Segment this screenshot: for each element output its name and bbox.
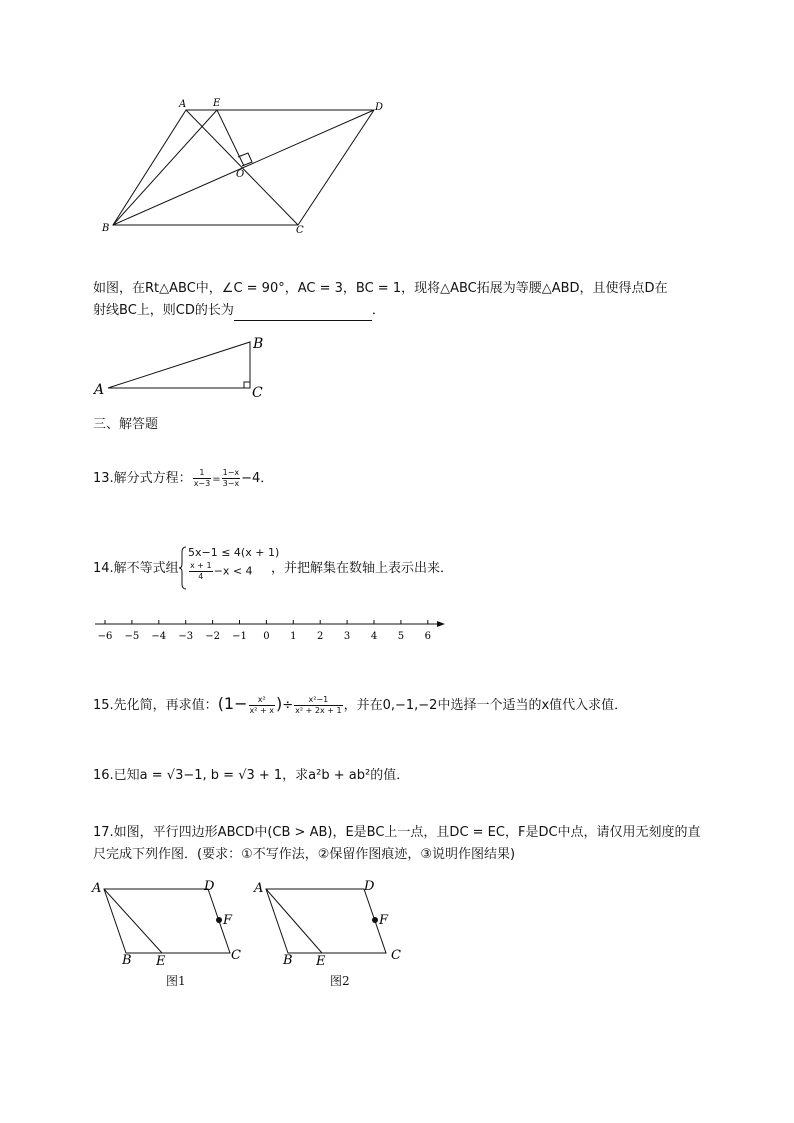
label-d: D	[204, 879, 215, 894]
segment-eo	[217, 110, 244, 166]
section-heading: 三、解答题	[93, 417, 159, 432]
fraction-1-denominator: x−3	[193, 479, 211, 488]
figure-1	[90, 876, 250, 971]
question-12-line2	[93, 301, 385, 321]
question-13	[93, 468, 273, 490]
paren-open: (1−	[217, 694, 248, 713]
label-a: A	[254, 881, 264, 896]
label-e: E	[316, 954, 326, 969]
question-12-period: ．	[371, 303, 385, 318]
answer-blank[interactable]	[234, 306, 372, 321]
figure-right-triangle	[90, 332, 280, 404]
number-line-label: 0	[263, 631, 270, 642]
right-angle-mark-c	[244, 382, 250, 388]
label-a: A	[179, 99, 187, 110]
fraction-1-numerator: 1	[193, 468, 212, 479]
label-a: A	[94, 382, 105, 398]
question-12-text: 如图，在Rt△ABC中，∠C = 90°，AC = 3，BC = 1，现将△ABC拓展为等腰△ABD，且使得点D在	[93, 281, 668, 296]
number-line-label: −6	[97, 631, 113, 642]
fraction-b	[294, 695, 342, 716]
point-f	[216, 917, 222, 923]
question-14-suffix: ，并把解集在数轴上表示出来．	[271, 561, 454, 576]
right-angle-mark	[238, 153, 252, 166]
label-f: F	[223, 913, 233, 928]
label-o: O	[236, 169, 245, 180]
label-c: C	[231, 948, 241, 963]
figure-2	[252, 876, 412, 971]
segment-ae	[266, 889, 322, 953]
label-e: E	[156, 954, 166, 969]
segment-be	[113, 110, 217, 225]
number-line-label: −3	[178, 631, 194, 642]
label-c: C	[296, 225, 304, 236]
fraction-2	[222, 468, 241, 489]
segment-ae	[104, 889, 162, 953]
figure-2-caption: 图2	[330, 974, 350, 988]
question-12-line1	[93, 279, 668, 299]
label-b: B	[283, 953, 293, 968]
label-d: D	[364, 879, 375, 894]
inequality-1: 5x−1 ≤ 4(x + 1)	[188, 546, 280, 559]
diagonal-ac	[186, 110, 298, 225]
question-12-text-cont: 射线BC上，则CD的长为	[93, 303, 234, 318]
fraction-a-denominator: x² + x	[249, 706, 274, 715]
system-brace	[178, 546, 188, 590]
question-15-prefix: 15.先化简，再求值：	[93, 698, 218, 713]
fraction-1	[193, 468, 212, 489]
question-13-prefix: 13.解分式方程：	[93, 471, 192, 486]
question-15-suffix: ，并在0,−1,−2中选择一个适当的x值代入求值．	[343, 698, 628, 713]
equals-sign: =	[212, 474, 221, 485]
label-b: B	[253, 336, 264, 352]
label-d: D	[375, 102, 384, 113]
inequality-2	[188, 561, 253, 582]
fraction-b-denominator: x² + 2x + 1	[295, 706, 342, 715]
question-15	[93, 694, 627, 716]
label-c: C	[391, 948, 401, 963]
fraction-2-numerator: 1−x	[222, 468, 240, 477]
question-16: 16.已知a = √3−1, b = √3 + 1，求a²b + ab²的值．	[93, 768, 410, 783]
inequality-2-fraction	[189, 561, 213, 582]
figure-parallelogram-abcd	[95, 95, 395, 240]
number-line	[90, 614, 450, 646]
fraction-a	[249, 695, 275, 716]
label-c: C	[252, 385, 263, 401]
fraction-a-numerator: x²	[249, 695, 275, 706]
triangle-abc	[108, 342, 250, 388]
parallelogram	[266, 889, 386, 953]
diagonal-bd	[113, 110, 374, 225]
inequality-2-tail: −x < 4	[213, 564, 253, 578]
question-13-tail: −4．	[241, 471, 274, 486]
point-f	[372, 917, 378, 923]
number-line-arrow	[437, 621, 445, 627]
number-line-label: −2	[205, 631, 220, 642]
number-line-label: 1	[290, 631, 297, 642]
parallelogram	[104, 889, 230, 953]
question-14-prefix: 14.解不等式组	[93, 561, 179, 576]
fraction-2-denominator: 3−x	[222, 479, 240, 488]
question-17-line1: 17.如图，平行四边形ABCD中(CB > AB)，E是BC上一点，且DC = EC，F是DC中点，请仅用无刻度的直	[93, 825, 701, 840]
number-line-label: 3	[343, 631, 351, 642]
fraction-b-numerator: x²−1	[294, 695, 342, 706]
label-b: B	[122, 953, 132, 968]
paren-close: )	[275, 694, 283, 713]
label-e: E	[213, 98, 221, 109]
number-line-label: 4	[370, 631, 378, 642]
number-line-label: −1	[232, 631, 247, 642]
number-line-label: −4	[151, 631, 167, 642]
question-17-line2: 尺完成下列作图．(要求：①不写作法，②保留作图痕迹，③说明作图结果)	[93, 847, 516, 862]
number-line-label: −5	[124, 631, 140, 642]
number-line-label: 6	[424, 631, 431, 642]
figure-1-caption: 图1	[166, 974, 186, 988]
label-a: A	[92, 881, 102, 896]
number-line-label: 5	[397, 631, 405, 642]
number-line-label: 2	[317, 631, 324, 642]
label-f: F	[379, 913, 389, 928]
inequality-2-numerator: x + 1	[190, 561, 212, 570]
label-b: B	[102, 223, 110, 234]
division-sign: ÷	[282, 698, 294, 713]
inequality-2-denominator: 4	[198, 572, 204, 581]
